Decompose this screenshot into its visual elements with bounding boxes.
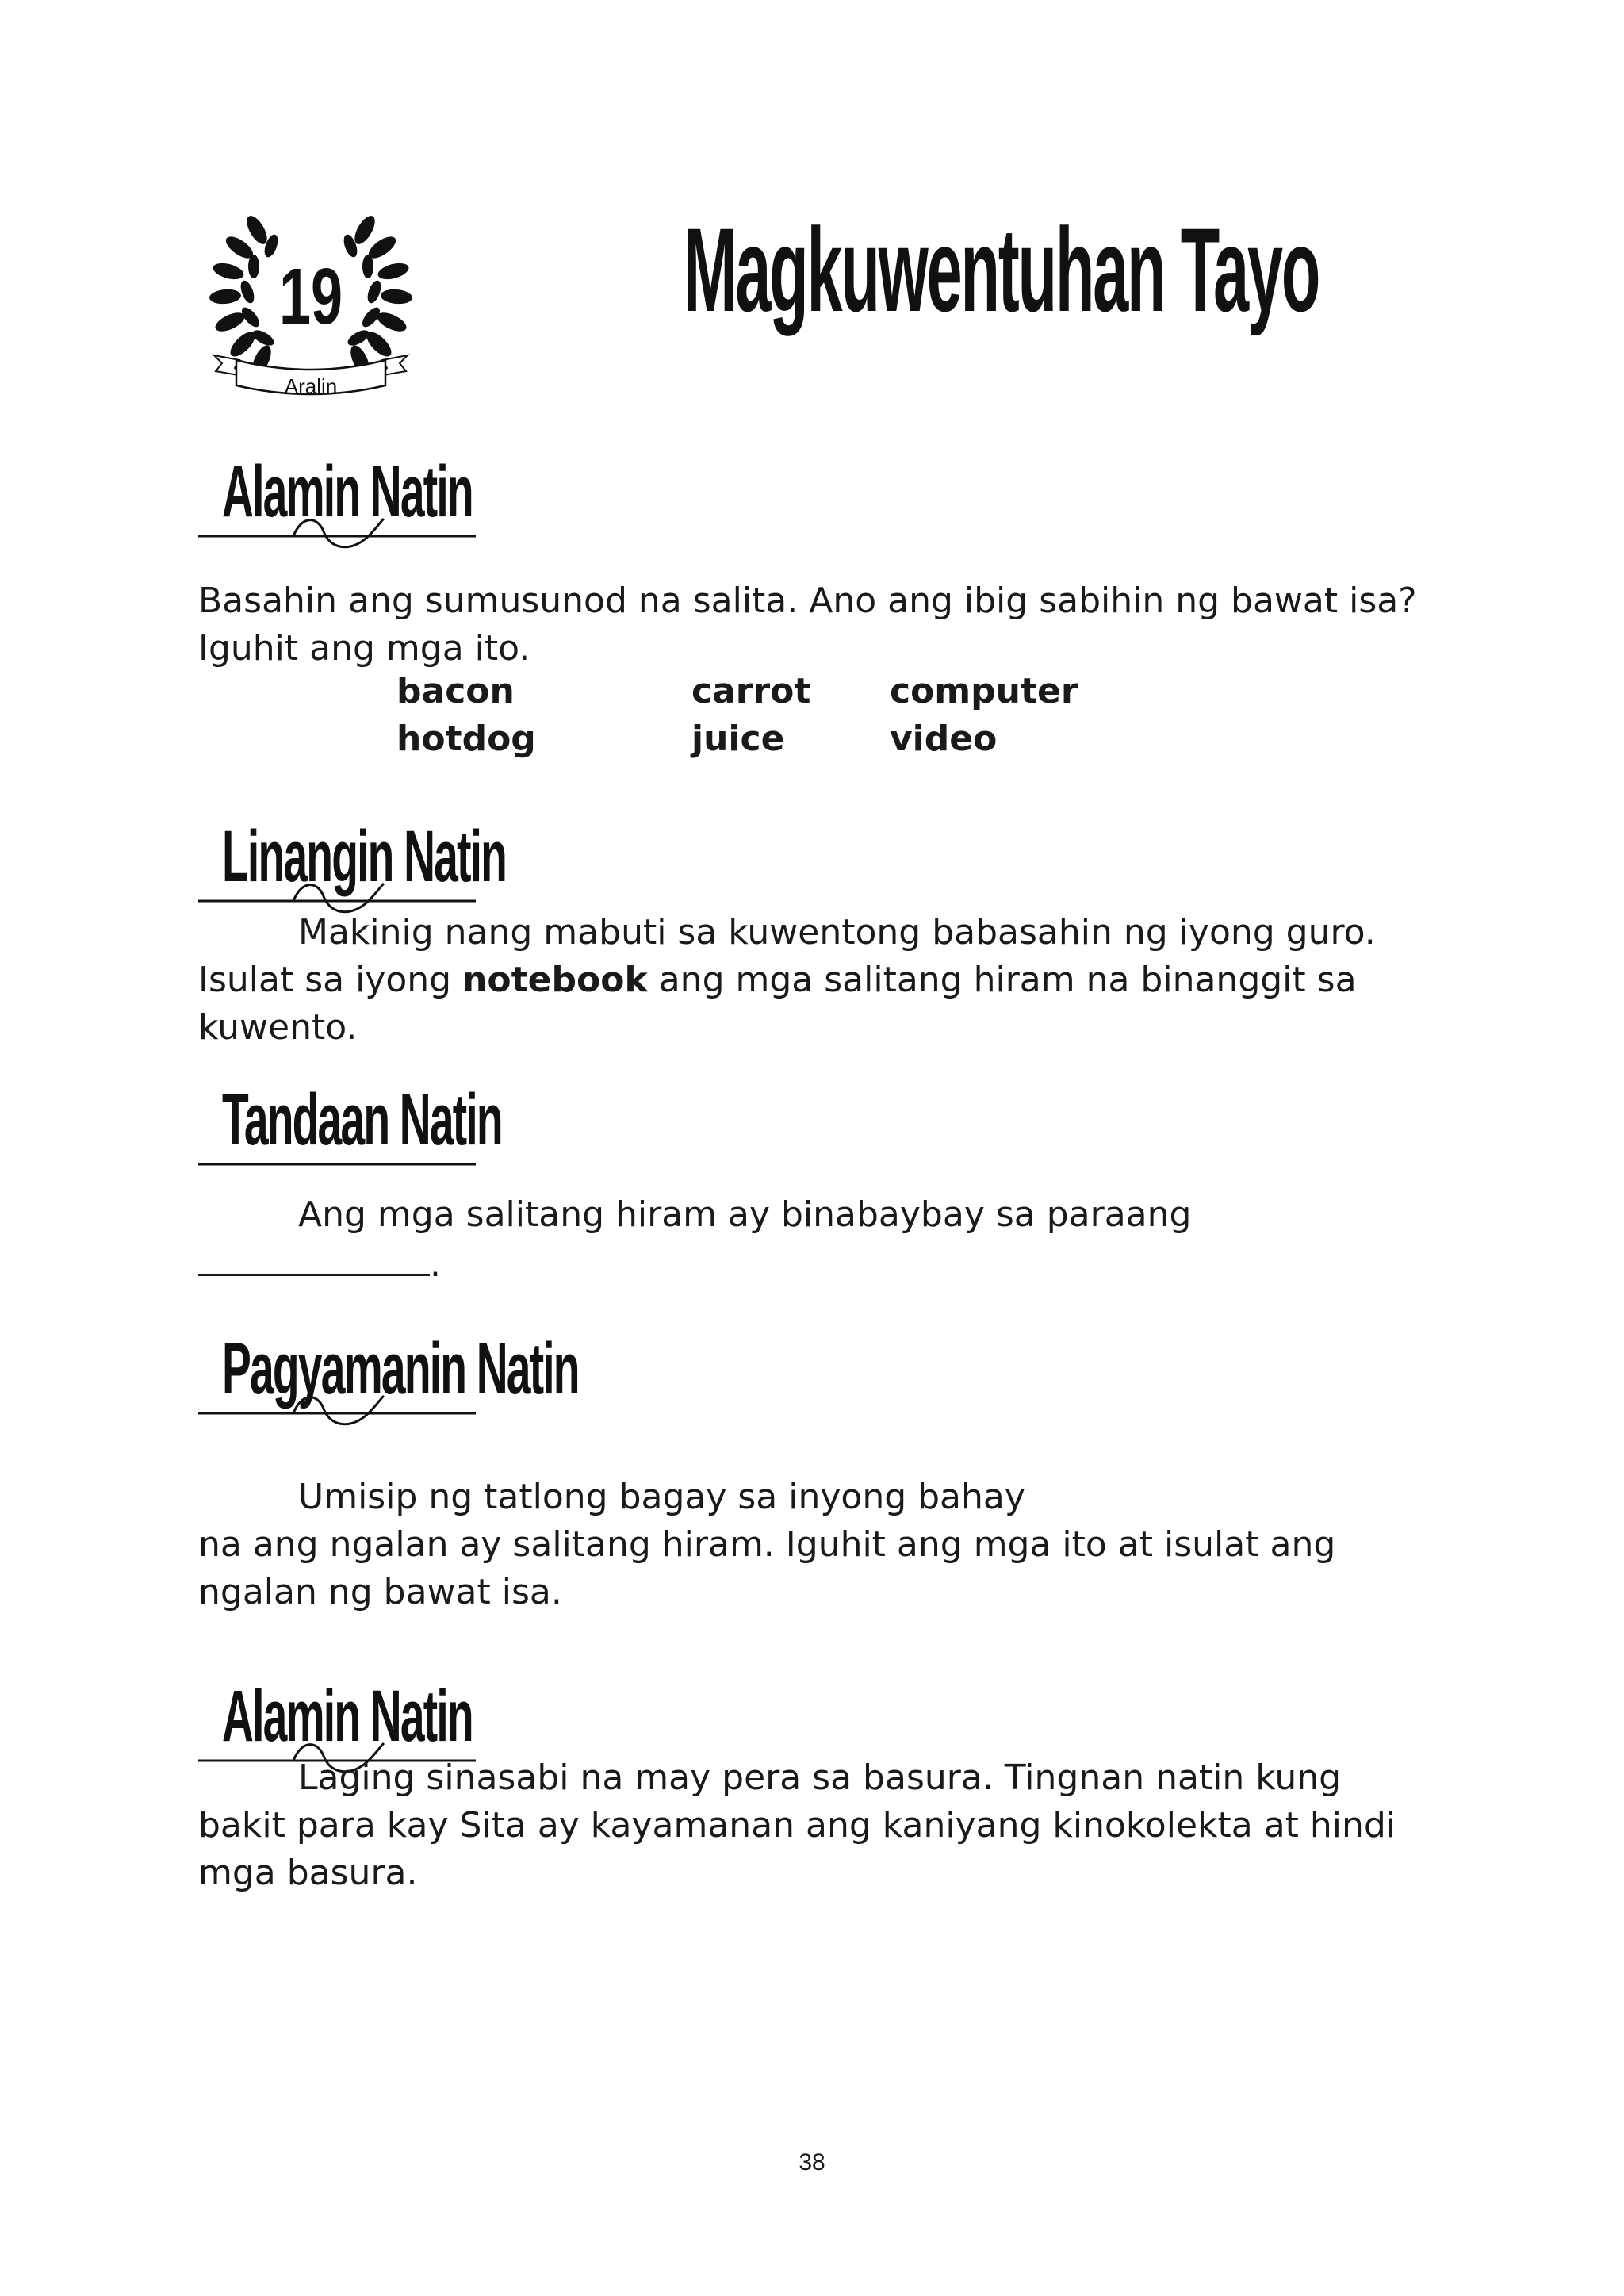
fill-in-blank[interactable] [198,1239,430,1276]
section-heading-text: Pagyamanin Natin [222,1328,579,1409]
section-heading-text: Alamin Natin [222,1676,473,1757]
lesson-title: Magkuwentuhan Tayo [684,203,1320,336]
page-number: 38 [799,2149,825,2175]
plain-underline-icon [198,1136,476,1183]
alamin-2-text: Laging sinasabi na may pera sa basura. Tingnan natin kung bakit para kay Sita ay kayamanan ang kaniyang kinokolekta at hindi mga basura. [198,1757,1396,1893]
lesson-number: 19 [278,252,343,341]
alamin-instructions: Basahin ang sumusunod na salita. Ano ang ibig sabihin ng bawat isa? Iguhit ang mga ito. [198,581,1417,669]
swash-underline-icon [198,1385,476,1432]
tandaan-statement [198,1191,1435,1289]
word-item: bacon [396,671,515,711]
swash-underline-icon [198,508,476,555]
section-heading-tandaan [198,1079,502,1175]
linangin-text-part: ang mga salitang hiram na binanggit sa kuwento. [198,960,1357,1048]
word-row [396,668,1110,715]
badge-label: Aralin [284,374,338,398]
linangin-bold-word: notebook [462,960,648,1000]
word-item: video [890,719,998,759]
section-heading-pagyamanin [198,1328,579,1424]
word-item: computer [890,671,1078,711]
tandaan-text: Ang mga salitang hiram ay binabaybay sa paraang [298,1194,1192,1235]
word-item: carrot [691,671,811,711]
tandaan-end-punct: . [430,1244,441,1285]
section-heading-text: Linangin Natin [222,816,507,897]
section-heading-linangin [198,816,507,912]
word-item: juice [691,719,785,759]
pagyamanin-instructions [198,1474,1435,1616]
pagyamanin-text-rest: na ang ngalan ay salitang hiram. Iguhit ang mga ito at isulat ang ngalan ng bawat isa. [198,1524,1336,1612]
word-list [396,668,1110,763]
linangin-text-part: Makinig nang mabuti sa kuwentong babasahin ng iyong guro. Isulat sa iyong [198,912,1376,1000]
section-heading-text: Alamin Natin [222,451,473,532]
linangin-instructions [198,909,1435,1052]
section-heading-text: Tandaan Natin [222,1079,502,1160]
word-row [396,715,1110,763]
laurel-wreath-icon [208,198,414,404]
section-heading-alamin [198,452,476,547]
lesson-badge [208,198,414,404]
word-item: hotdog [396,719,536,759]
pagyamanin-text-line1: Umisip ng tatlong bagay sa inyong bahay [298,1477,1025,1517]
alamin-2-intro [198,1754,1435,1897]
